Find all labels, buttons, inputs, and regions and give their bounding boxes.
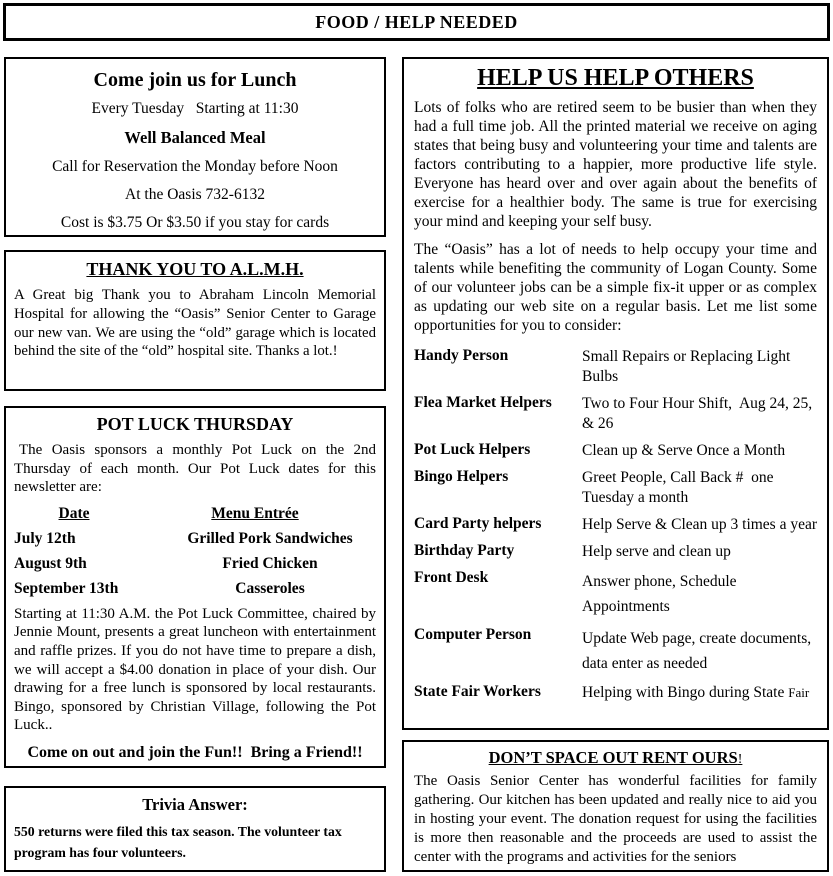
volunteer-desc bbox=[582, 569, 817, 619]
pot-luck-title: POT LUCK THURSDAY bbox=[96, 414, 294, 434]
help-us-box bbox=[402, 57, 829, 730]
volunteer-role: Handy Person bbox=[414, 347, 509, 364]
list-item bbox=[414, 515, 817, 535]
help-paragraph-2: The “Oasis” has a lot of needs to help occupy your time and talents while benefiting the community of Logan County. Some of our volunteer jobs can be a simple fix-it upper or as complex as updating our web site on a regular basis. Let me list some opportunities for you to consider: bbox=[414, 241, 817, 334]
thank-you-box bbox=[4, 250, 386, 391]
list-item bbox=[414, 468, 817, 508]
volunteer-desc bbox=[582, 515, 817, 535]
volunteer-role: Card Party helpers bbox=[414, 515, 542, 532]
rent-box bbox=[402, 740, 829, 872]
list-item bbox=[414, 441, 817, 461]
list-item bbox=[414, 542, 817, 562]
date-cell: July 12th bbox=[14, 529, 76, 547]
volunteer-desc bbox=[582, 468, 817, 508]
trivia-box bbox=[4, 786, 386, 872]
volunteer-desc-text: Update Web page, create documents, data enter as needed bbox=[582, 630, 816, 672]
volunteer-desc bbox=[582, 542, 817, 562]
date-column-header: Date bbox=[58, 504, 90, 522]
volunteer-role: Pot Luck Helpers bbox=[414, 441, 531, 458]
lunch-location-phone: At the Oasis 732-6132 bbox=[125, 186, 265, 203]
lunch-reservation: Call for Reservation the Monday before Noon bbox=[52, 158, 338, 175]
pot-luck-body: Starting at 11:30 A.M. the Pot Luck Committee, chaired by Jennie Mount, presents a great luncheon with entertainment and raffle prizes. If you do not have time to prepare a dish, we will accept a $4.00 donation in place of your dish. Our drawing for a free lunch is sponsored by local restaurants. Bingo, sponsored by Christian Village, following the Pot Luck.. bbox=[14, 605, 376, 734]
menu-cell: Casseroles bbox=[235, 579, 305, 597]
banner-title: FOOD / HELP NEEDED bbox=[315, 11, 518, 32]
table-row bbox=[14, 555, 376, 573]
list-item bbox=[414, 569, 817, 619]
table-row bbox=[14, 530, 376, 548]
lunch-meal: Well Balanced Meal bbox=[124, 128, 266, 147]
pot-luck-intro: The Oasis sponsors a monthly Pot Luck on the 2nd Thursday of each month. Our Pot Luck dates for this newsletter are: bbox=[14, 442, 376, 496]
volunteer-desc bbox=[582, 626, 817, 676]
volunteer-desc-text: Clean up & Serve Once a Month bbox=[582, 442, 786, 459]
volunteer-role: Birthday Party bbox=[414, 542, 515, 559]
lunch-title: Come join us for Lunch bbox=[93, 69, 297, 91]
volunteer-desc-text: Two to Four Hour Shift, Aug 24, 25, & 26 bbox=[582, 395, 817, 432]
pot-luck-box bbox=[4, 406, 386, 768]
date-cell: September 13th bbox=[14, 579, 119, 597]
pot-luck-table bbox=[14, 505, 376, 598]
rent-title-exclamation: ! bbox=[737, 752, 743, 767]
volunteer-role: Bingo Helpers bbox=[414, 468, 509, 485]
help-us-title: HELP US HELP OTHERS bbox=[477, 65, 754, 91]
rent-title-text: DON’T SPACE OUT RENT OURS bbox=[488, 748, 738, 767]
pot-luck-footer: Come on out and join the Fun!! Bring a Friend!! bbox=[27, 743, 363, 761]
volunteer-desc-text: Small Repairs or Replacing Light Bulbs bbox=[582, 348, 795, 385]
lunch-schedule: Every Tuesday Starting at 11:30 bbox=[91, 100, 299, 117]
volunteer-desc bbox=[582, 683, 817, 703]
trivia-answer: 550 returns were filed this tax season. The volunteer tax program has four volunteers. bbox=[14, 824, 342, 860]
volunteer-desc bbox=[582, 394, 817, 434]
volunteer-desc-tail: Fair bbox=[788, 685, 810, 700]
volunteer-role: Flea Market Helpers bbox=[414, 394, 552, 411]
rent-body: The Oasis Senior Center has wonderful facilities for family gathering. Our kitchen has been updated and really nice to aid you in hosting your event. The donation request for using the facilities is more then reasonable and the proceeds are used to assist the center with the programs and activities for the seniors bbox=[414, 773, 817, 865]
volunteer-desc-text: Helping with Bingo during State bbox=[582, 684, 789, 701]
list-item bbox=[414, 394, 817, 434]
volunteer-role: Front Desk bbox=[414, 569, 489, 586]
banner bbox=[3, 3, 830, 41]
volunteer-desc bbox=[582, 441, 817, 461]
date-cell: August 9th bbox=[14, 554, 87, 572]
thank-you-title: THANK YOU TO A.L.M.H. bbox=[86, 259, 304, 279]
help-paragraph-1: Lots of folks who are retired seem to be busier than when they had a full time job. All the printed material we receive on aging states that being busy and volunteering your time and talents are factors contributing to a happier, more productive life style. Everyone has heard over and over again about the benefits of exercise for a healthier body. The same is true for exercising your mind and keeping your self busy. bbox=[414, 99, 817, 230]
list-item bbox=[414, 347, 817, 387]
table-row bbox=[14, 580, 376, 598]
rent-title bbox=[414, 748, 817, 768]
trivia-title: Trivia Answer: bbox=[142, 795, 248, 814]
lunch-box bbox=[4, 57, 386, 237]
volunteer-desc-text: Answer phone, Schedule Appointments bbox=[582, 573, 740, 615]
menu-column-header: Menu Entrée bbox=[211, 504, 299, 522]
lunch-cost: Cost is $3.75 Or $3.50 if you stay for cards bbox=[60, 214, 330, 231]
list-item bbox=[414, 626, 817, 676]
pot-luck-table-header bbox=[14, 505, 376, 523]
volunteer-desc-text: Greet People, Call Back # one Tuesday a month bbox=[582, 469, 778, 506]
thank-you-body: A Great big Thank you to Abraham Lincoln Memorial Hospital for allowing the “Oasis” Senior Center to Garage our new van. We are using the “old” garage which is located behind the site of the “old” hospital site. Thanks a lot.! bbox=[14, 287, 376, 360]
list-item bbox=[414, 683, 817, 703]
volunteer-desc bbox=[582, 347, 817, 387]
volunteer-desc-text: Help Serve & Clean up 3 times a year bbox=[582, 516, 818, 533]
menu-cell: Fried Chicken bbox=[222, 554, 318, 572]
volunteer-opportunity-list bbox=[414, 347, 817, 703]
volunteer-role: Computer Person bbox=[414, 626, 532, 643]
volunteer-desc-text: Help serve and clean up bbox=[582, 543, 731, 560]
menu-cell: Grilled Pork Sandwiches bbox=[187, 529, 353, 547]
volunteer-role: State Fair Workers bbox=[414, 683, 541, 700]
